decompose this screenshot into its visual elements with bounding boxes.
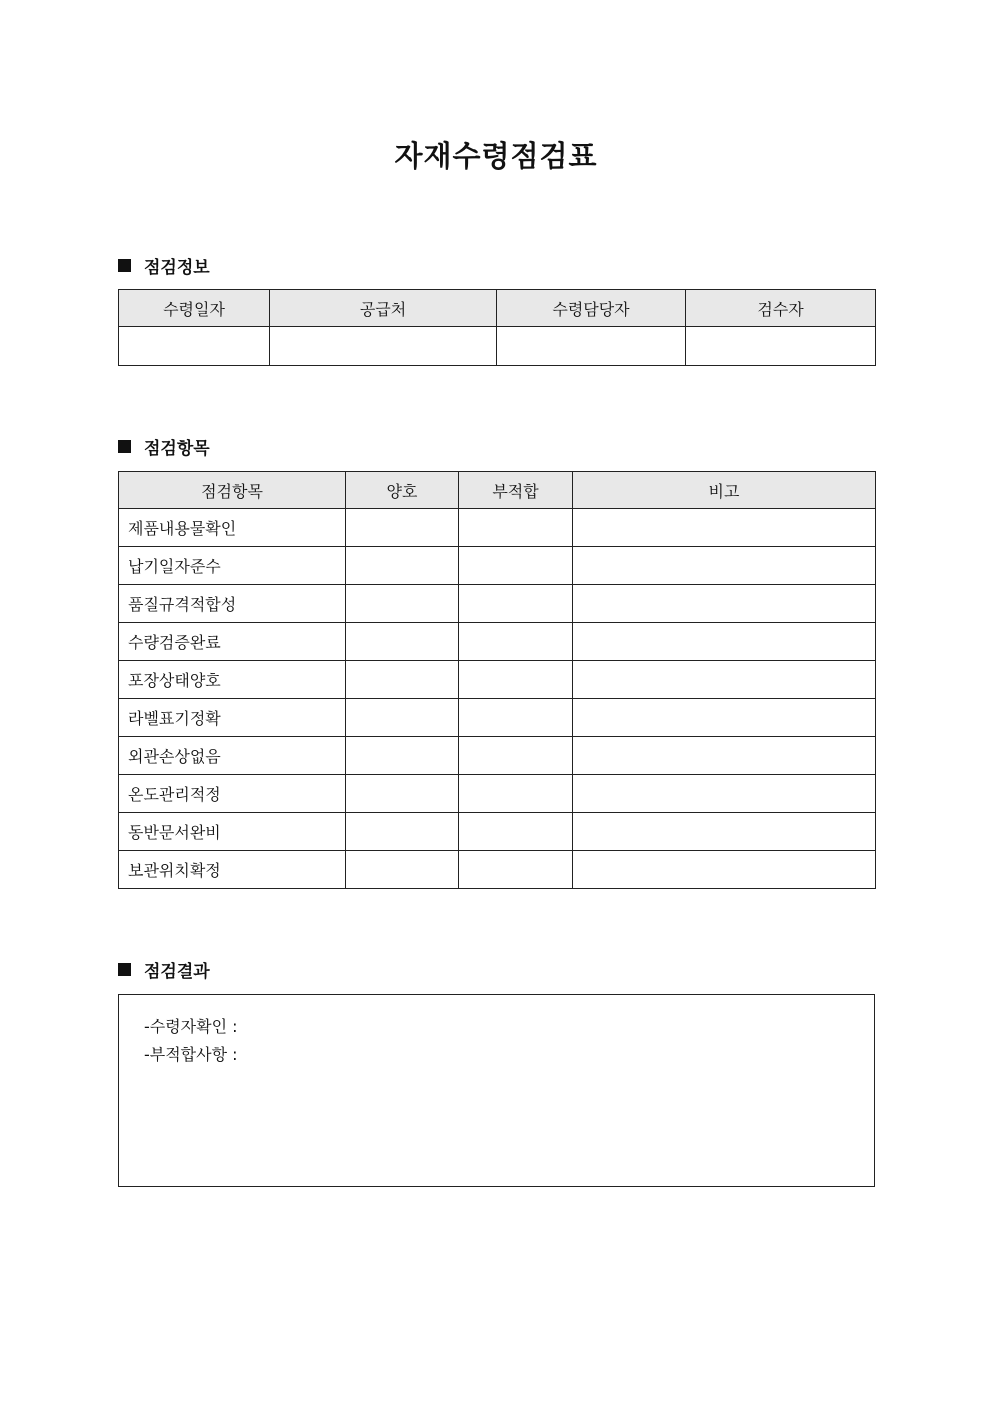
- fail-cell[interactable]: [459, 509, 573, 547]
- good-cell[interactable]: [346, 661, 459, 699]
- note-cell[interactable]: [573, 509, 876, 547]
- good-cell[interactable]: [346, 775, 459, 813]
- good-cell[interactable]: [346, 623, 459, 661]
- table-row: [119, 547, 876, 585]
- note-cell[interactable]: [573, 623, 876, 661]
- info-table-value-row: [119, 327, 876, 366]
- table-row: [119, 775, 876, 813]
- items-table: [118, 471, 876, 889]
- items-table-header-row: [119, 472, 876, 509]
- items-header-good: 양호: [346, 472, 459, 509]
- section-heading-result-label: 점검결과: [144, 961, 210, 982]
- item-name-cell: 동반문서완비: [119, 813, 346, 851]
- fail-cell[interactable]: [459, 813, 573, 851]
- item-name-cell: 외관손상없음: [119, 737, 346, 775]
- black-square-icon: [118, 440, 131, 453]
- info-header-receiver: 수령담당자: [497, 290, 686, 327]
- good-cell[interactable]: [346, 813, 459, 851]
- items-header-note: 비고: [573, 472, 876, 509]
- good-cell[interactable]: [346, 585, 459, 623]
- info-value-receipt-date[interactable]: [119, 327, 270, 366]
- fail-cell[interactable]: [459, 699, 573, 737]
- good-cell[interactable]: [346, 547, 459, 585]
- table-row: [119, 737, 876, 775]
- note-cell[interactable]: [573, 851, 876, 889]
- fail-cell[interactable]: [459, 547, 573, 585]
- items-header-item: 점검항목: [119, 472, 346, 509]
- table-row: [119, 585, 876, 623]
- good-cell[interactable]: [346, 851, 459, 889]
- section-heading-result: [118, 957, 210, 981]
- note-cell[interactable]: [573, 699, 876, 737]
- good-cell[interactable]: [346, 509, 459, 547]
- document-title: 자재수령점검표: [394, 139, 598, 173]
- items-header-fail: 부적합: [459, 472, 573, 509]
- info-header-receipt-date: 수령일자: [119, 290, 270, 327]
- table-row: [119, 661, 876, 699]
- item-name-cell: 라벨표기정확: [119, 699, 346, 737]
- note-cell[interactable]: [573, 737, 876, 775]
- table-row: [119, 699, 876, 737]
- table-row: [119, 813, 876, 851]
- note-cell[interactable]: [573, 661, 876, 699]
- item-name-cell: 품질규격적합성: [119, 585, 346, 623]
- info-table-header-row: [119, 290, 876, 327]
- receiver-confirmation-line: -수령자확인 :: [144, 1017, 238, 1036]
- fail-cell[interactable]: [459, 737, 573, 775]
- info-header-inspector: 검수자: [686, 290, 876, 327]
- good-cell[interactable]: [346, 699, 459, 737]
- fail-cell[interactable]: [459, 775, 573, 813]
- nonconformity-line: -부적합사항 :: [144, 1045, 238, 1064]
- info-value-receiver[interactable]: [497, 327, 686, 366]
- item-name-cell: 보관위치확정: [119, 851, 346, 889]
- good-cell[interactable]: [346, 737, 459, 775]
- item-name-cell: 납기일자준수: [119, 547, 346, 585]
- info-value-inspector[interactable]: [686, 327, 876, 366]
- note-cell[interactable]: [573, 813, 876, 851]
- section-heading-info: [118, 253, 210, 277]
- item-name-cell: 수량검증완료: [119, 623, 346, 661]
- fail-cell[interactable]: [459, 585, 573, 623]
- black-square-icon: [118, 259, 131, 272]
- section-heading-items: [118, 434, 210, 458]
- fail-cell[interactable]: [459, 661, 573, 699]
- note-cell[interactable]: [573, 585, 876, 623]
- table-row: [119, 851, 876, 889]
- info-value-supplier[interactable]: [270, 327, 497, 366]
- item-name-cell: 제품내용물확인: [119, 509, 346, 547]
- result-box[interactable]: [118, 994, 875, 1187]
- info-table: [118, 289, 876, 366]
- section-heading-info-label: 점검정보: [144, 257, 210, 278]
- fail-cell[interactable]: [459, 623, 573, 661]
- fail-cell[interactable]: [459, 851, 573, 889]
- info-header-supplier: 공급처: [270, 290, 497, 327]
- section-heading-items-label: 점검항목: [144, 438, 210, 459]
- black-square-icon: [118, 963, 131, 976]
- item-name-cell: 포장상태양호: [119, 661, 346, 699]
- item-name-cell: 온도관리적정: [119, 775, 346, 813]
- note-cell[interactable]: [573, 775, 876, 813]
- table-row: [119, 509, 876, 547]
- note-cell[interactable]: [573, 547, 876, 585]
- table-row: [119, 623, 876, 661]
